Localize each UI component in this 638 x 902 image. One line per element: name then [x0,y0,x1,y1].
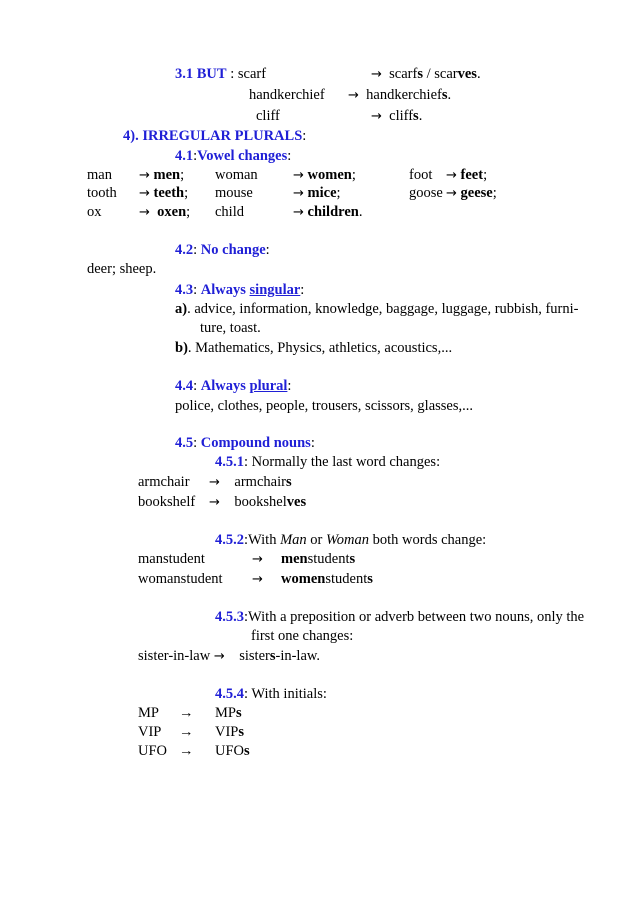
word-scarf: scarf [237,66,267,82]
plural-teeth: → teeth; [139,185,189,201]
arrow-icon: → [209,475,220,490]
plural-mice: → mice; [293,185,341,201]
arrow-icon: → [371,67,382,82]
no-change-examples: deer; sheep. [87,261,157,277]
compound-womenstudents: → womenstudents [252,571,373,587]
arrow-icon: → [139,168,150,183]
arrow-icon: → [293,205,304,220]
compound-manstudent: manstudent [138,551,205,567]
plural-children: → children. [293,204,363,220]
arrow-icon: → [252,552,263,567]
initial-vip: VIP [138,724,162,740]
section-4-5-4-heading: 4.5.4: With initials: [215,686,327,702]
compound-menstudents: → menstudents [252,551,356,567]
section-4-5-2-heading: 4.5.2:With Man or Woman both words change: [215,532,487,548]
arrow-icon: → [179,724,194,740]
but-label: BUT [196,66,227,82]
singular-tooth: tooth [87,185,117,201]
singular-list-a: a). advice, information, knowledge, baggage, luggage, rubbish, furni- [175,301,579,317]
section-4-5-3-heading: 4.5.3:With a preposition or adverb between two nouns, only the [215,609,585,625]
singular-man: man [87,167,112,183]
arrow-icon: → [371,109,382,124]
singular-list-a-cont: ture, toast. [200,320,261,336]
plural-feet: → feet; [446,167,488,183]
arrow-icon: → [139,205,150,220]
plural-geese: → geese; [446,185,497,201]
section-4-1-heading: 4.1:Vowel changes: [175,148,292,164]
arrow-icon: → [209,495,220,510]
word-handkerchief: handkerchief [249,87,325,103]
arrow-icon: → [446,168,457,183]
singular-woman: woman [215,167,258,183]
singular-ox: ox [87,204,102,220]
arrow-icon: → [446,186,457,201]
initial-vips: VIPs [215,724,245,740]
section-4-5-1-heading: 4.5.1: Normally the last word changes: [215,454,441,470]
arrow-icon: → [293,168,304,183]
compound-armchairs: → armchairs [209,474,292,490]
arrow-icon: → [252,572,263,587]
singular-goose: goose [409,185,443,201]
word-cliff: cliff [256,108,280,124]
section-4-3-heading: 4.3: Always singular: [175,282,305,298]
section-4-5-3-cont: first one changes: [251,628,354,644]
initial-ufos: UFOs [215,743,250,759]
singular-mouse: mouse [215,185,253,201]
singular-child: child [215,204,244,220]
compound-bookshelf: bookshelf [138,494,196,510]
plural-handkerchief: → handkerchiefs. [348,87,452,103]
compound-sister-in-law: sister-in-law → sisters-in-law. [138,648,321,664]
compound-womanstudent: womanstudent [138,571,223,587]
initial-ufo: UFO [138,743,168,759]
arrow-icon: → [179,705,194,721]
plural-men: → men; [139,167,185,183]
arrow-icon: → [139,186,150,201]
section-4-heading: 4). IRREGULAR PLURALS: [123,128,307,144]
initial-mp: MP [138,705,159,721]
arrow-icon: → [293,186,304,201]
section-4-2-heading: 4.2: No change: [175,242,270,258]
singular-list-b: b). Mathematics, Physics, athletics, acoustics,... [175,340,453,356]
section-4-5-heading: 4.5: Compound nouns: [175,435,315,451]
compound-bookshelves: → bookshelves [209,494,307,510]
compound-armchair: armchair [138,474,190,490]
plural-women: → women; [293,167,356,183]
plural-oxen: → oxen; [139,204,191,220]
arrow-icon: → [213,649,225,664]
section-3-1-line1: 3.1 BUT : scarf [175,66,267,82]
plural-scarf: → scarfs / scarves. [371,66,481,82]
section-4-4-heading: 4.4: Always plural: [175,378,292,394]
plural-list: police, clothes, people, trousers, scissors, glasses,... [175,398,474,414]
arrow-icon: → [348,88,359,103]
arrow-icon: → [179,743,194,759]
singular-foot: foot [409,167,433,183]
initial-mps: MPs [215,705,242,721]
section-number: 3.1 [175,66,194,82]
plural-cliff: → cliffs. [371,108,423,124]
